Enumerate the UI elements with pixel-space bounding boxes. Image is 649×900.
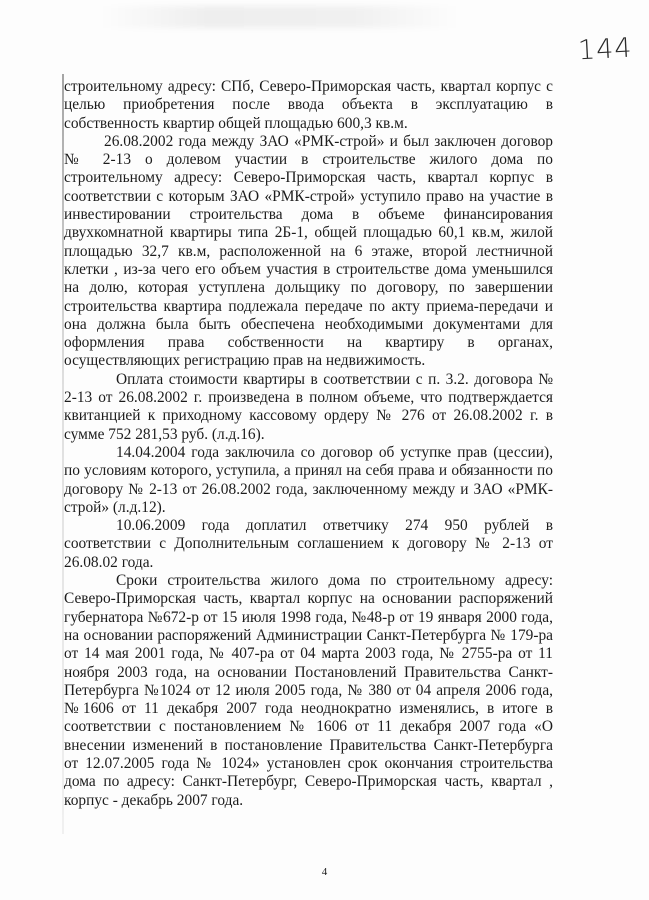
paragraph-5: 10.06.2009 года доплатил ответчику 274 950 рублей в соответствии с Дополнительным соглашением к договору № 2-13 от 26.08.02 года. bbox=[64, 517, 553, 571]
scan-shadow bbox=[100, 6, 460, 28]
page-number: 4 bbox=[321, 866, 328, 878]
paragraph-3: Оплата стоимости квартиры в соответствии с п. 3.2. договора № 2-13 от 26.08.2002 г. произведена в полном объеме, что подтверждается квитанцией к приходному кассовому ордеру № 276 от 26.08.2002 г. в сумме 752 281,53 руб. (л.д.16). bbox=[64, 370, 553, 443]
document-body bbox=[64, 78, 553, 810]
paragraph-6: Сроки строительства жилого дома по строительному адресу: Северо-Приморская часть, квартал корпус на основании распоряжений губернатора №672-р от 15 июля 1998 года, №48-р от 19 января 2000 года, на основании распоряжений Администрации Санкт-Петербурга № 179-ра от 14 мая 2001 года, № 407-ра от 04 марта 2003 года, № 2755-ра от 11 ноября 2003 года, на основании Постановлений Правительства Санкт-Петербурга №1024 от 12 июля 2005 года, № 380 от 04 апреля 2006 года, №1606 от 11 декабря 2007 года неоднократно изменялись, в итоге в соответствии с постановлением № 1606 от 11 декабря 2007 года «О внесении изменений в постановление Правительства Санкт-Петербурга от 12.07.2005 года № 1024» установлен срок окончания строительства дома по адресу: Санкт-Петербург, Северо-Приморская часть, квартал , корпус - декабрь 2007 года. bbox=[64, 572, 553, 809]
paragraph-4: 14.04.2004 года заключила со договор об уступке прав (цессии), по условиям которого, уступила, а принял на себя права и обязанности по договору № 2-13 от 26.08.2002 года, заключенному между и ЗАО «РМК-строй» (л.д.12). bbox=[64, 443, 553, 516]
paragraph-1: строительному адресу: СПб, Северо-Приморская часть, квартал корпус с целью приобретения после ввода объекта в эксплуатацию в собственность квартир общей площадью 600,3 кв.м. bbox=[64, 78, 553, 132]
paragraph-2: 26.08.2002 года между ЗАО «РМК-строй» и был заключен договор № 2-13 о долевом участии в строительстве жилого дома по строительному адресу: Северо-Приморская часть, квартал корпус в соответствии с которым ЗАО «РМК-строй» уступило право на участие в инвестировании строительства дома в объеме финансирования двухкомнатной квартиры типа 2Б-1, общей площадью 60,1 кв.м, жилой площадью 32,7 кв.м, расположенной на 6 этаже, второй лестничной клетки , из-за чего его объем участия в строительстве дома уменьшился на долю, которая уступлена дольщику по договору, по завершении строительства квартира подлежала передаче по акту приема-передачи и она должна была быть обеспечена необходимыми документами для оформления права собственности на квартиру в органах, осуществляющих регистрацию прав на недвижимость. bbox=[64, 132, 553, 370]
handwritten-page-number: 144 bbox=[577, 32, 634, 67]
